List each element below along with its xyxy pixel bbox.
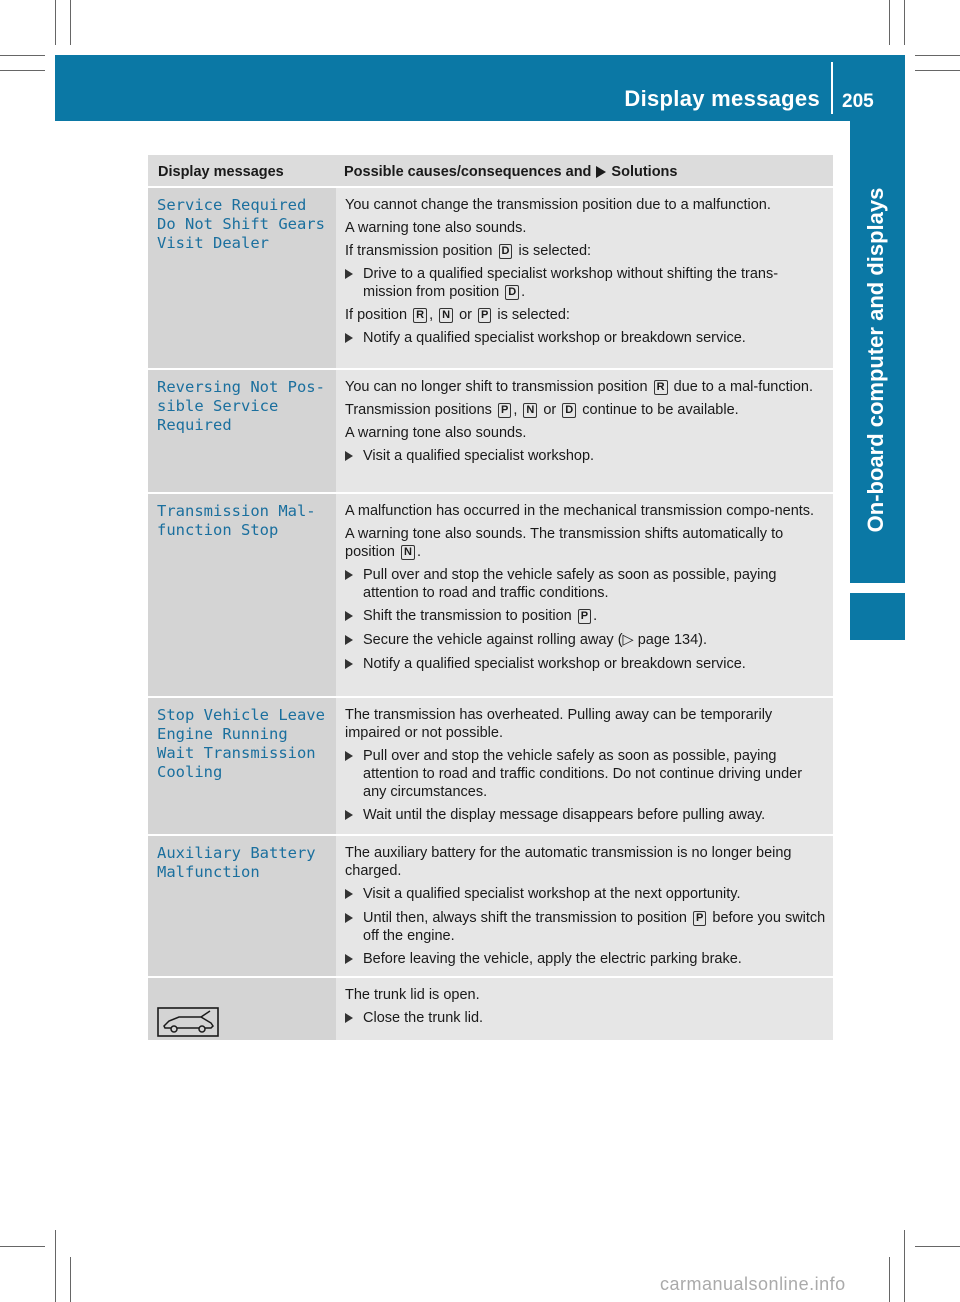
crop-mark: [904, 0, 905, 45]
display-message: Service Required Do Not Shift Gears Visit Dealer: [148, 188, 336, 368]
watermark: carmanualsonline.info: [660, 1274, 846, 1294]
crop-mark: [915, 55, 960, 56]
table-row: [148, 368, 833, 492]
gear-key-p: P: [478, 308, 491, 323]
gear-key-p: P: [578, 609, 591, 624]
gear-key-d: D: [562, 403, 576, 418]
display-messages-table: [148, 155, 833, 1040]
causes-solutions: [336, 370, 833, 492]
cause-text: The auxiliary battery for the automatic transmission is no longer being charged.: [345, 845, 792, 879]
step-arrow-icon: [345, 954, 353, 964]
table-row: [148, 492, 833, 696]
step-arrow-icon: [345, 659, 353, 669]
solution-step: Pull over and stop the vehicle safely as soon as possible, paying attention to road and traffic conditions.: [345, 566, 827, 602]
crop-mark: [0, 1246, 45, 1247]
table-row: [148, 834, 833, 976]
crop-mark: [889, 0, 890, 45]
col-header-causes: [336, 155, 833, 186]
step-arrow-icon: [345, 570, 353, 580]
gear-key-n: N: [401, 545, 415, 560]
gear-key-d: D: [505, 285, 519, 300]
cause-text: A warning tone also sounds. The transmission shifts automatically to position N .: [345, 526, 784, 560]
crop-mark: [70, 0, 71, 45]
trunk-open-icon: [157, 1007, 219, 1037]
step-arrow-icon: [345, 451, 353, 461]
step-arrow-icon: [345, 889, 353, 899]
solution-step: Secure the vehicle against rolling away (▷ page 134).: [345, 631, 827, 650]
cause-text: Transmission positions P , N or D continue to be available.: [345, 402, 739, 418]
display-message: Transmission Mal‑ function Stop: [148, 494, 336, 696]
side-tab-marker: [850, 593, 905, 640]
table-row: [148, 696, 833, 834]
step-arrow-icon: [345, 810, 353, 820]
gear-key-p: P: [498, 403, 511, 418]
crop-mark: [0, 55, 45, 56]
step-arrow-icon: [345, 751, 353, 761]
step-arrow-icon: [345, 333, 353, 343]
causes-solutions: [336, 836, 833, 976]
solution-step: Notify a qualified specialist workshop or breakdown service.: [345, 655, 827, 674]
step-arrow-icon: [345, 1013, 353, 1023]
solution-step: Close the trunk lid.: [345, 1009, 827, 1028]
cause-text: A malfunction has occurred in the mechanical transmission compo-nents.: [345, 503, 815, 519]
crop-mark: [55, 0, 56, 45]
solutions-arrow-icon: [596, 166, 606, 178]
step-arrow-icon: [345, 611, 353, 621]
cause-text: If transmission position D is selected:: [345, 243, 592, 259]
table-row: [148, 186, 833, 368]
gear-key-n: N: [523, 403, 537, 418]
col-header-causes-text: Possible causes/consequences and: [344, 164, 592, 180]
causes-solutions: [336, 978, 833, 1040]
solution-step: Until then, always shift the transmission to position P before you switch off the engine.: [345, 909, 827, 945]
display-message: Stop Vehicle Leave Engine Running Wait Transmission Cooling: [148, 698, 336, 834]
gear-key-r: R: [654, 380, 668, 395]
cause-text: The trunk lid is open.: [345, 987, 480, 1003]
solution-step: Wait until the display message disappears before pulling away.: [345, 806, 827, 825]
crop-mark: [889, 1257, 890, 1302]
side-tab-label: On-board computer and displays: [863, 187, 888, 533]
page-number: 205: [842, 91, 874, 112]
solution-step: Shift the transmission to position P .: [345, 607, 827, 626]
solution-step: Pull over and stop the vehicle safely as soon as possible, paying attention to road and traffic conditions. Do not continue driving under any circumstances.: [345, 747, 827, 801]
causes-solutions: [336, 494, 833, 696]
header-separator: [831, 62, 833, 114]
table-header: [148, 155, 833, 186]
gear-key-r: R: [413, 308, 427, 323]
display-message: [148, 978, 336, 1040]
col-header-solutions-text: Solutions: [611, 164, 678, 180]
solution-step: Notify a qualified specialist workshop or breakdown service.: [345, 329, 827, 348]
page-title: Display messages: [624, 86, 820, 111]
crop-mark: [915, 70, 960, 71]
gear-key-n: N: [439, 308, 453, 323]
solution-step: Drive to a qualified specialist workshop without shifting the trans-mission from position D .: [345, 265, 827, 301]
cause-text: If position R , N or P is selected:: [345, 307, 570, 323]
crop-mark: [904, 1230, 905, 1302]
crop-mark: [915, 1246, 960, 1247]
cause-text: A warning tone also sounds.: [345, 220, 527, 236]
cause-text: You cannot change the transmission position due to a malfunction.: [345, 197, 771, 213]
causes-solutions: [336, 188, 833, 368]
gear-key-d: D: [499, 244, 513, 259]
table-row: [148, 976, 833, 1040]
causes-solutions: [336, 698, 833, 834]
col-header-messages: Display messages: [158, 164, 284, 180]
cause-text: A warning tone also sounds.: [345, 425, 527, 441]
solution-step: Visit a qualified specialist workshop at the next opportunity.: [345, 885, 827, 904]
step-arrow-icon: [345, 635, 353, 645]
crop-mark: [0, 70, 45, 71]
gear-key-p: P: [693, 911, 706, 926]
crop-mark: [70, 1257, 71, 1302]
step-arrow-icon: [345, 269, 353, 279]
crop-mark: [55, 1230, 56, 1302]
cause-text: You can no longer shift to transmission position R due to a mal-function.: [345, 379, 814, 395]
solution-step: Before leaving the vehicle, apply the electric parking brake.: [345, 950, 827, 969]
display-message: Auxiliary Battery Malfunction: [148, 836, 336, 976]
solution-step: Visit a qualified specialist workshop.: [345, 447, 827, 466]
display-message: Reversing Not Pos‑ sible Service Required: [148, 370, 336, 492]
cause-text: The transmission has overheated. Pulling away can be temporarily impaired or not possible.: [345, 707, 773, 741]
step-arrow-icon: [345, 913, 353, 923]
